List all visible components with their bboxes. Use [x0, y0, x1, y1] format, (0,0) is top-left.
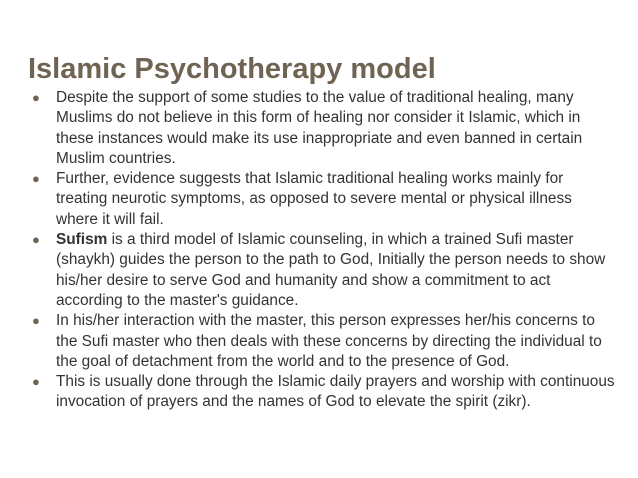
bullet-item — [32, 372, 617, 413]
bullet-item — [32, 311, 617, 372]
bullet-text: Despite the support of some studies to the value of traditional healing, many Muslims do not believe in this form of healing nor consider it Islamic, which in these instances would make its use inappropriate and even banned in certain Muslim countries. — [56, 89, 583, 167]
bullet-dot-icon: ● — [32, 171, 40, 187]
bullet-text: This is usually done through the Islamic daily prayers and worship with continuous invocation of prayers and the names of God to elevate the spirit (zikr). — [56, 373, 615, 411]
bullet-dot-icon: ● — [32, 313, 40, 329]
bullet-item — [32, 88, 617, 169]
bullet-item — [32, 169, 617, 230]
bullet-item — [32, 230, 617, 311]
bullet-bold-term: Sufism — [56, 231, 108, 249]
bullet-text: In his/her interaction with the master, this person expresses her/his concerns to the Sufi master who then deals with these concerns by directing the individual to the goal of detachment from the world and to the presence of God. — [56, 312, 602, 370]
bullet-dot-icon: ● — [32, 90, 40, 105]
bullet-dot-icon: ● — [32, 232, 40, 248]
bullet-list — [32, 88, 617, 413]
bullet-text-rest: is a third model of Islamic counseling, in which a trained Sufi master (shaykh) guides the person to the path to God, Initially the person needs to show his/her desire to serve God and humanity and show a commitment to act according to the master's guidance. — [56, 231, 606, 309]
slide-title: Islamic Psychotherapy model — [28, 53, 436, 85]
bullet-dot-icon: ● — [32, 374, 40, 390]
bullet-text: Further, evidence suggests that Islamic traditional healing works mainly for treating neurotic symptoms, as opposed to severe mental or physical illness where it will fail. — [56, 170, 572, 228]
bullet-text — [56, 231, 605, 309]
